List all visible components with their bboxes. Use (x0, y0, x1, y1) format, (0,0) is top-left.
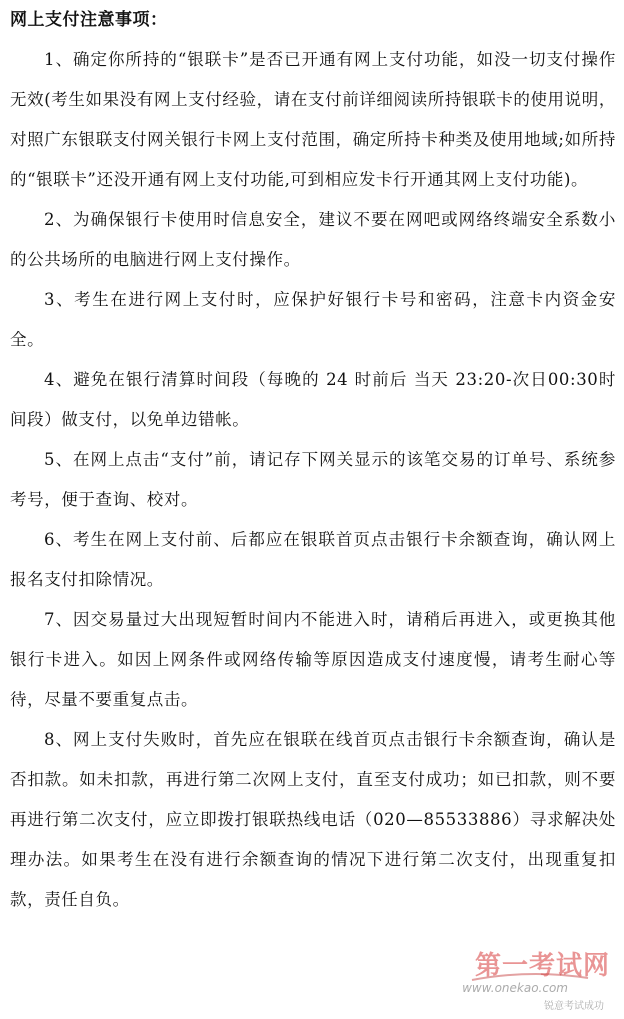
notice-item-4: 4、避免在银行清算时间段（每晚的 24 时前后 当天 23:20-次日00:30时间段）做支付，以免单边错帐。 (10, 370, 616, 429)
watermark-slogan: 锐意考试成功 (544, 1001, 604, 1012)
notice-item-8: 8、网上支付失败时，首先应在银联在线首页点击银行卡余额查询，确认是否扣款。如未扣款，再进行第二次网上支付，直至支付成功；如已扣款，则不要再进行第二次支付，应立即拨打银联热线电话（020—85533886）寻求解决处理办法。如果考生在没有进行余额查询的情况下进行第二次支付，出现重复扣款，责任自负。 (10, 730, 616, 909)
notice-item-5: 5、在网上点击“支付”前，请记存下网关显示的该笔交易的订单号、系统参考号，便于查询、校对。 (10, 450, 616, 509)
notice-item-6: 6、考生在网上支付前、后都应在银联首页点击银行卡余额查询，确认网上报名支付扣除情况。 (10, 530, 616, 589)
notice-item-2: 2、为确保银行卡使用时信息安全，建议不要在网吧或网络终端安全系数小的公共场所的电脑进行网上支付操作。 (10, 210, 616, 269)
notice-item-3: 3、考生在进行网上支付时，应保护好银行卡号和密码，注意卡内资金安全。 (10, 290, 616, 349)
watermark-url: www.onekao.com (462, 981, 568, 995)
notice-item-1: 1、确定你所持的“银联卡”是否已开通有网上支付功能，如没一切支付操作无效(考生如果没有网上支付经验，请在支付前详细阅读所持银联卡的使用说明，对照广东银联支付网关银行卡网上支付范围，确定所持卡种类及使用地域;如所持的“银联卡”还没开通有网上支付功能,可到相应发卡行开通其网上支付功能)。 (10, 50, 616, 189)
notice-list (10, 40, 616, 920)
document-title: 网上支付注意事项： (10, 10, 168, 30)
notice-item-7: 7、因交易量过大出现短暂时间内不能进入时，请稍后再进入，或更换其他银行卡进入。如因上网条件或网络传输等原因造成支付速度慢，请考生耐心等待，尽量不要重复点击。 (10, 610, 616, 709)
watermark-logo: 第一考试网 (474, 951, 610, 981)
